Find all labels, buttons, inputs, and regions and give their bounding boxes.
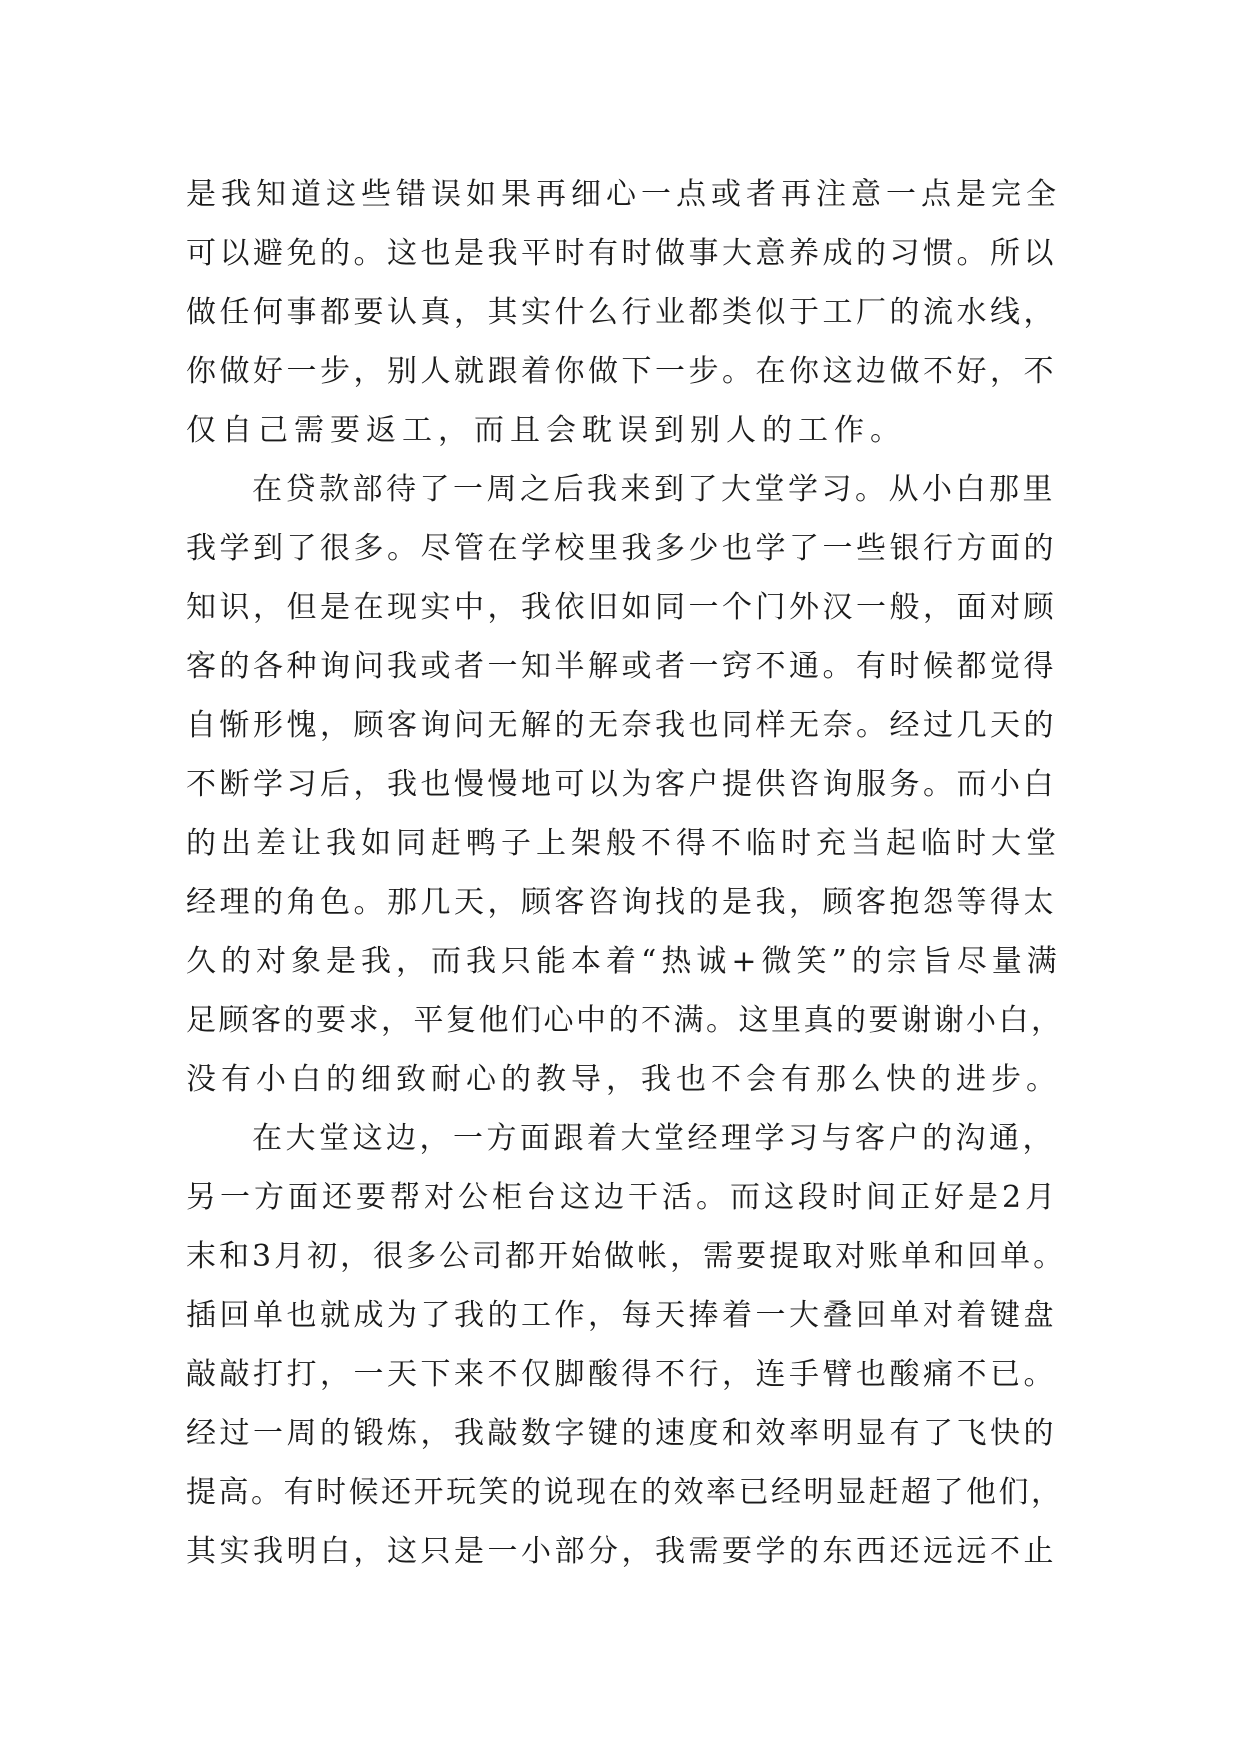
text-line: 可以避免的。这也是我平时有时做事大意养成的习惯。所以 xyxy=(186,236,1057,271)
text-line: 没有小白的细致耐心的教导，我也不会有那么快的进步。 xyxy=(186,1062,1061,1097)
paragraph-start-line: 在大堂这边，一方面跟着大堂经理学习与客户的沟通， xyxy=(252,1121,1056,1156)
paragraph-start-line: 在贷款部待了一周之后我来到了大堂学习。从小白那里 xyxy=(252,472,1056,507)
text-line: 经理的角色。那几天，顾客咨询找的是我，顾客抱怨等得太 xyxy=(186,885,1057,920)
text-line: 提高。有时候还开玩笑的说现在的效率已经明显赶超了他们， xyxy=(186,1475,1064,1510)
text-line: 经过一周的锻炼，我敲数字键的速度和效率明显有了飞快的 xyxy=(186,1416,1057,1451)
document-body xyxy=(186,165,1066,1581)
text-line: 另一方面还要帮对公柜台这边干活。而这段时间正好是2月 xyxy=(186,1180,1060,1215)
text-line: 不断学习后，我也慢慢地可以为客户提供咨询服务。而小白 xyxy=(186,767,1057,802)
text-line: 末和3月初，很多公司都开始做帐，需要提取对账单和回单。 xyxy=(186,1239,1067,1274)
text-line: 久的对象是我，而我只能本着“热诚+微笑”的宗旨尽量满 xyxy=(186,944,1062,979)
text-line: 是我知道这些错误如果再细心一点或者再注意一点是完全 xyxy=(186,177,1061,212)
text-line: 知识，但是在现实中，我依旧如同一个门外汉一般，面对顾 xyxy=(186,590,1057,625)
text-line: 你做好一步，别人就跟着你做下一步。在你这边做不好，不 xyxy=(186,354,1057,389)
text-line: 的出差让我如同赶鸭子上架般不得不临时充当起临时大堂 xyxy=(186,826,1061,861)
text-line: 客的各种询问我或者一知半解或者一窍不通。有时候都觉得 xyxy=(186,649,1057,684)
text-line: 其实我明白，这只是一小部分，我需要学的东西还远远不止 xyxy=(186,1534,1057,1569)
text-line: 我学到了很多。尽管在学校里我多少也学了一些银行方面的 xyxy=(186,531,1057,566)
text-line: 足顾客的要求，平复他们心中的不满。这里真的要谢谢小白， xyxy=(186,1003,1064,1038)
text-line: 自惭形愧，顾客询问无解的无奈我也同样无奈。经过几天的 xyxy=(186,708,1057,743)
text-line: 插回单也就成为了我的工作，每天捧着一大叠回单对着键盘 xyxy=(186,1298,1057,1333)
text-line: 做任何事都要认真，其实什么行业都类似于工厂的流水线， xyxy=(186,295,1057,330)
text-line: 敲敲打打，一天下来不仅脚酸得不行，连手臂也酸痛不已。 xyxy=(186,1357,1057,1392)
text-line: 仅自己需要返工，而且会耽误到别人的工作。 xyxy=(186,413,906,448)
